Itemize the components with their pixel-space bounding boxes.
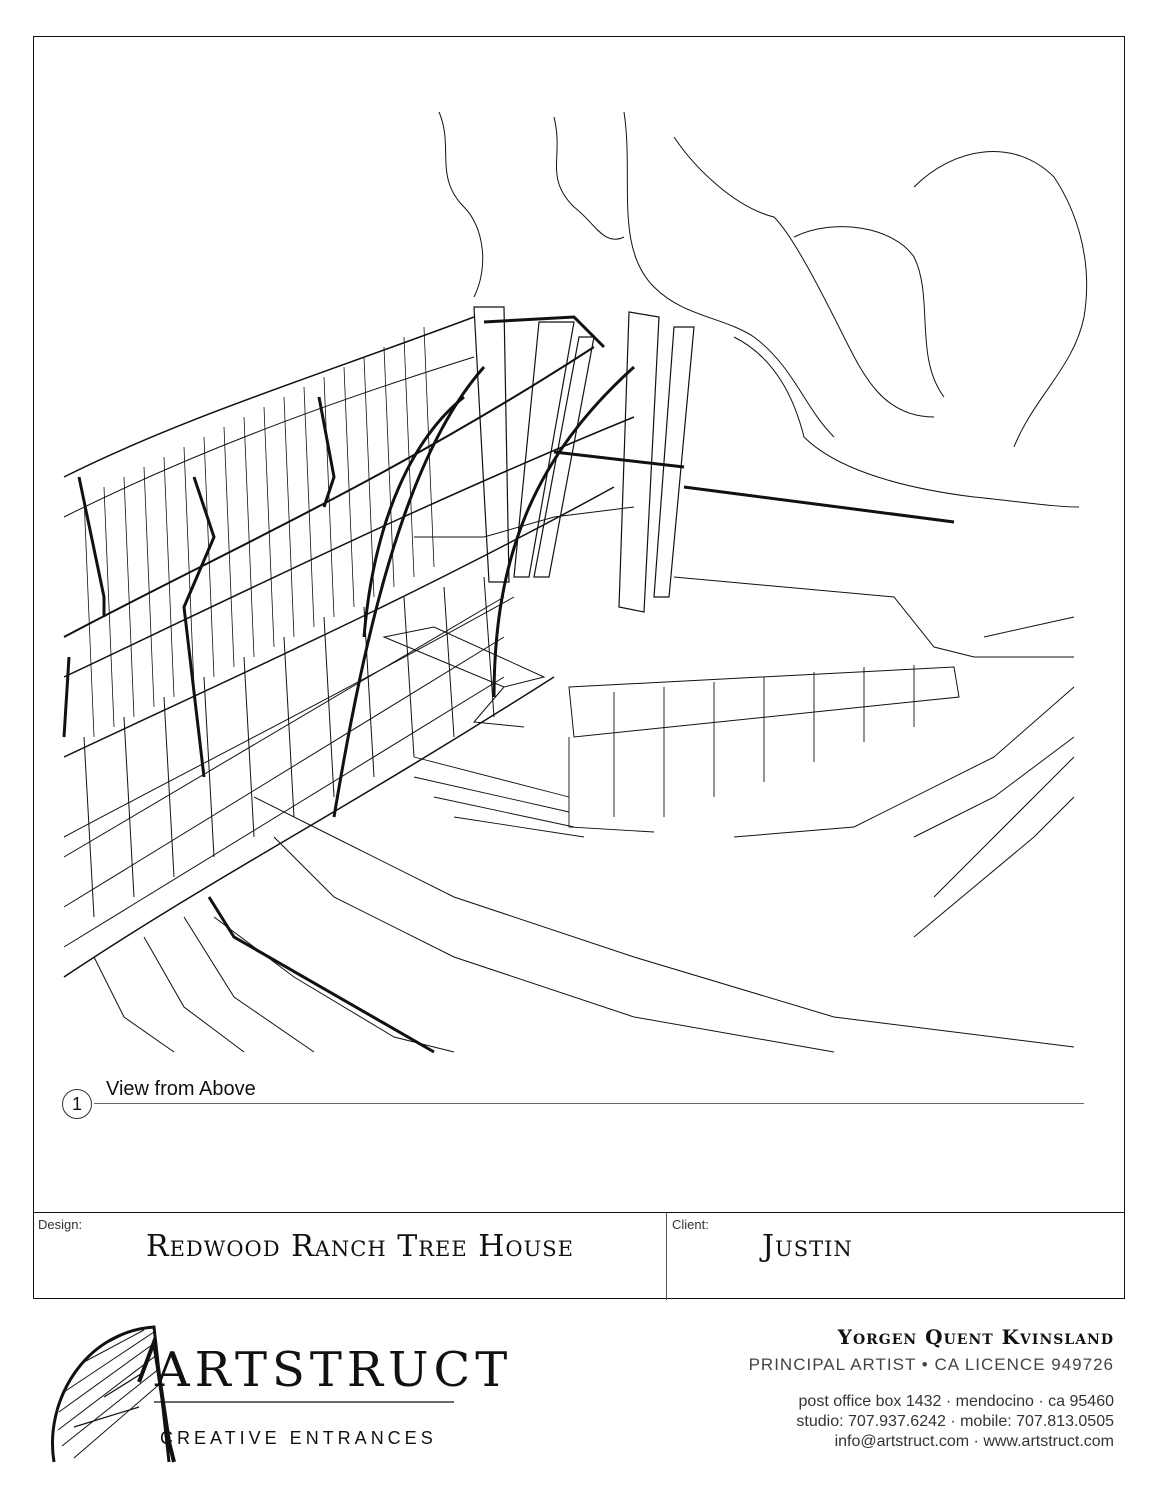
design-label: Design: (38, 1217, 83, 1232)
view-title-rule (94, 1103, 1084, 1104)
view-from-above-sketch (34, 37, 1126, 1212)
contact-name: Yorgen Quent Kvinsland (837, 1325, 1114, 1349)
contact-phones: studio: 707.937.6242 · mobile: 707.813.0505 (796, 1413, 1114, 1430)
title-block-divider (666, 1213, 667, 1300)
contact-web: info@artstruct.com · www.artstruct.com (834, 1433, 1114, 1450)
title-block (34, 1212, 1124, 1300)
design-value: Redwood Ranch Tree House (146, 1229, 574, 1264)
logo-brand-name: ARTSTRUCT (155, 1342, 513, 1398)
contact-address: post office box 1432 · mendocino · ca 95460 (798, 1393, 1114, 1410)
view-title: View from Above (106, 1078, 256, 1100)
view-number-badge: 1 (62, 1089, 92, 1119)
drawing-sheet (33, 36, 1125, 1299)
client-label: Client: (672, 1217, 709, 1232)
sketch-drawing (34, 37, 1126, 1212)
logo-tagline: CREATIVE ENTRANCES (160, 1428, 437, 1448)
contact-title: PRINCIPAL ARTIST • CA LICENCE 949726 (748, 1355, 1114, 1374)
client-value: Justin (762, 1229, 853, 1264)
contact-block (749, 1325, 1114, 1451)
